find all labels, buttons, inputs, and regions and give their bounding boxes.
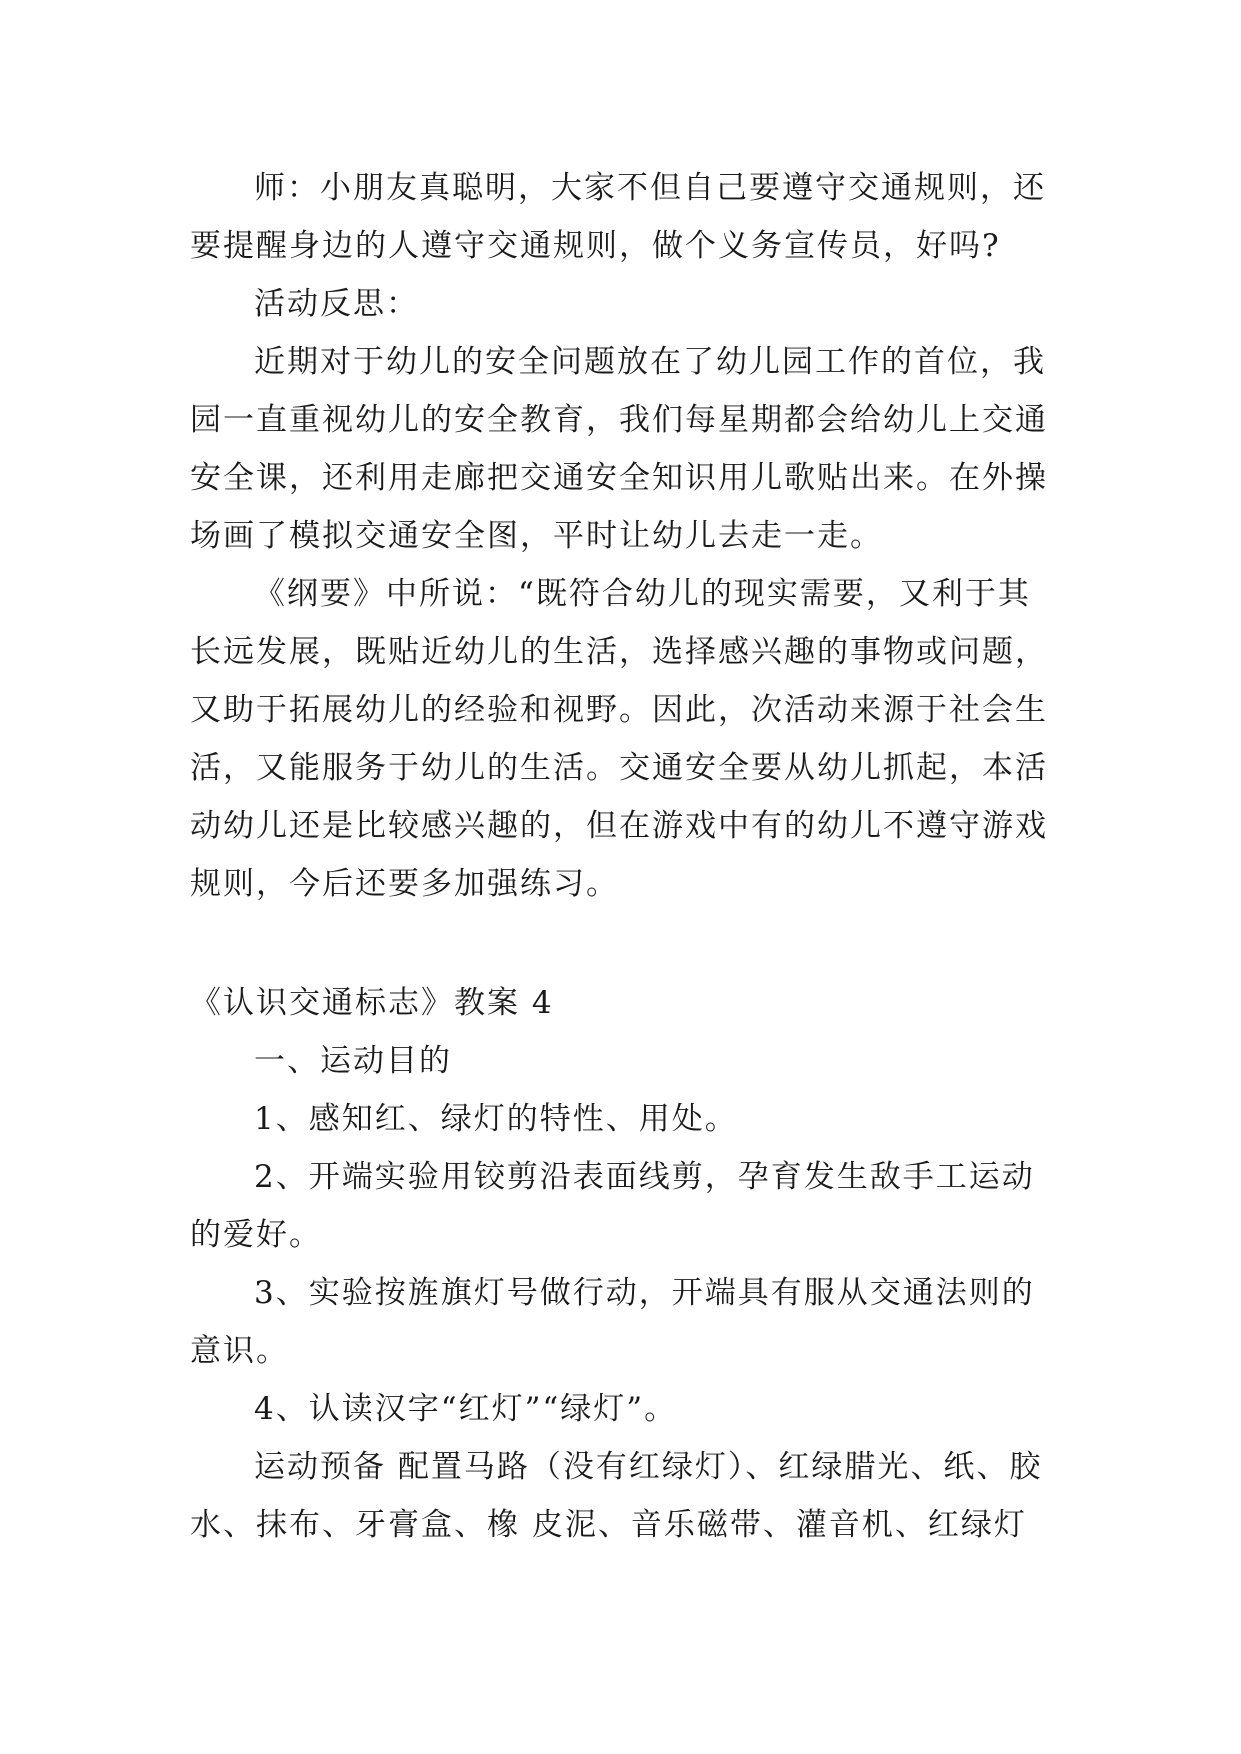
paragraph-line: 活，又能服务于幼儿的生活。交通安全要从幼儿抓起，本活	[190, 750, 1048, 786]
paragraph-line: 动幼儿还是比较感兴趣的，但在游戏中有的幼儿不遵守游戏	[190, 808, 1048, 844]
section-heading: 一、运动目的	[254, 1043, 452, 1079]
paragraph-line: 规则，今后还要多加强练习。	[190, 866, 619, 902]
section-heading: 活动反思：	[254, 286, 419, 322]
list-item: 3、实验按旌旗灯号做行动，开端具有服从交通法则的	[254, 1275, 1035, 1311]
paragraph-line: 《纲要》中所说：“既符合幼儿的现实需要，又利于其	[254, 576, 1031, 612]
list-item: 1、感知红、绿灯的特性、用处。	[254, 1101, 738, 1137]
lesson-title: 《认识交通标志》教案 4	[190, 985, 554, 1021]
paragraph-line: 师：小朋友真聪明，大家不但自己要遵守交通规则，还	[254, 170, 1046, 206]
paragraph-line: 水、抹布、牙膏盒、橡 皮泥、音乐磁带、灌音机、红绿灯	[190, 1507, 1027, 1543]
paragraph-line: 长远发展，既贴近幼儿的生活，选择感兴趣的事物或问题，	[190, 634, 1048, 670]
paragraph-line: 近期对于幼儿的安全问题放在了幼儿园工作的首位，我	[254, 344, 1046, 380]
paragraph-line: 运动预备 配置马路（没有红绿灯）、红绿腊光、纸、胶	[254, 1449, 1043, 1485]
list-item: 4、认读汉字“红灯”“绿灯”。	[254, 1391, 678, 1427]
paragraph-line: 要提醒身边的人遵守交通规则，做个义务宣传员，好吗?	[190, 228, 1001, 264]
paragraph-line: 安全课，还利用走廊把交通安全知识用儿歌贴出来。在外操	[190, 460, 1048, 496]
list-item-continuation: 的爱好。	[190, 1217, 322, 1253]
paragraph-line: 园一直重视幼儿的安全教育，我们每星期都会给幼儿上交通	[190, 402, 1048, 438]
paragraph-line: 又助于拓展幼儿的经验和视野。因此，次活动来源于社会生	[190, 692, 1048, 728]
list-item-continuation: 意识。	[190, 1333, 289, 1369]
paragraph-line: 场画了模拟交通安全图，平时让幼儿去走一走。	[190, 518, 883, 554]
list-item: 2、开端实验用铰剪沿表面线剪，孕育发生敌手工运动	[254, 1159, 1035, 1195]
